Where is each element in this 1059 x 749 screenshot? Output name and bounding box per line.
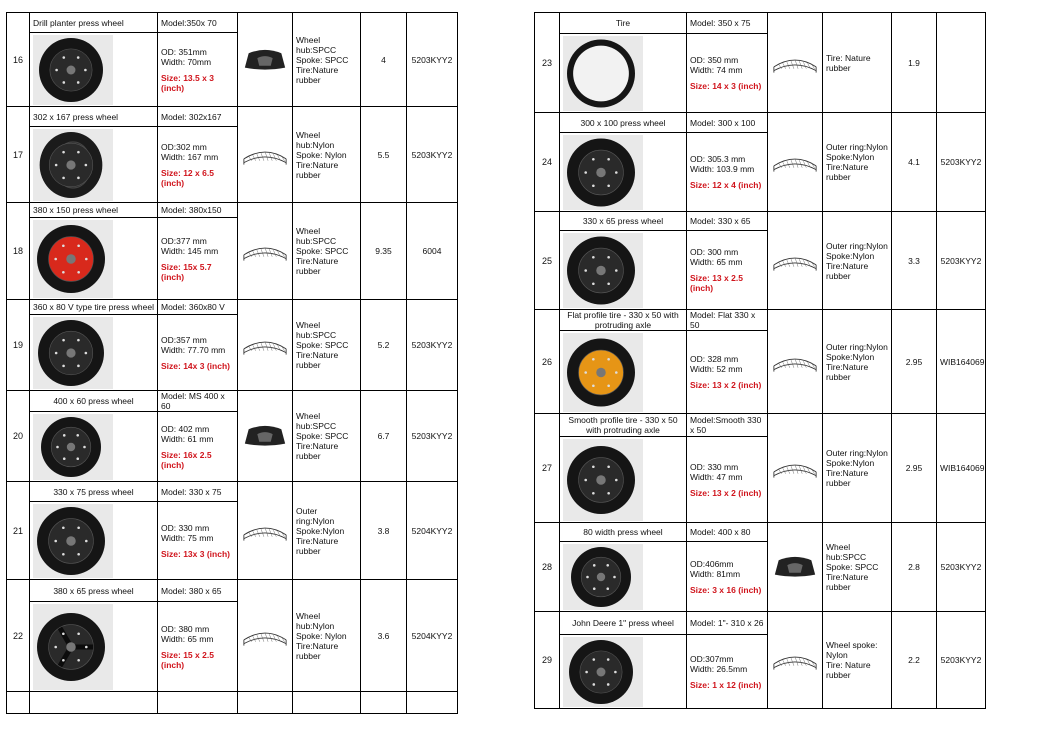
item-weight: 5.5 [361,107,407,203]
item-material [293,391,361,482]
item-number: 29 [535,612,560,709]
item-number: 18 [7,203,30,300]
item-model: Model: 380 x 65 [158,580,238,602]
item-material [823,13,892,113]
size-inch: Size: 13 x 2.5 (inch) [690,273,743,293]
material-line: Spoke:Nylon [826,351,875,362]
section-drawing-cell [238,391,293,482]
item-dimensions [158,33,238,107]
item-material [293,482,361,580]
item-dimensions [158,315,238,391]
item-title: 400 x 60 press wheel [30,391,158,412]
spec-table-left [6,12,458,714]
item-photo-cell [30,127,158,203]
size-inch: Size: 3 x 16 (inch) [690,584,762,595]
item-title: Flat profile tire - 330 x 50 with protruding axle [560,310,687,331]
item-bearing: 5204KYY2 [407,580,458,692]
profile-sketch-icon [771,452,819,484]
yellow-hub-wheel-icon [563,333,683,412]
item-photo-cell [560,437,687,523]
item-number: 28 [535,523,560,612]
item-material [293,580,361,692]
size-inch: Size: 15 x 2.5 (inch) [161,649,214,670]
section-drawing-cell [768,212,823,310]
item-material [823,310,892,414]
item-weight: 2.8 [892,523,937,612]
item-material [823,612,892,709]
item-title: 80 width press wheel [560,523,687,542]
outer-diameter: OD: 330 mm [161,522,210,533]
section-drawing-cell [238,203,293,300]
three-spoke-wheel-icon [33,604,154,690]
item-material [823,523,892,612]
size-inch: Size: 12 x 6.5 (inch) [161,167,214,188]
empty-cell [158,692,238,714]
item-dimensions [687,635,768,709]
item-bearing: 5204KYY2 [407,482,458,580]
item-weight: 2.95 [892,414,937,523]
item-model: Model: 360x80 V [158,300,238,315]
outer-diameter: OD: 330 mm [690,461,739,472]
section-drawing-cell [238,580,293,692]
material-line: Spoke:Nylon [826,152,875,162]
size-inch: Size: 13 x 2 (inch) [690,380,762,390]
item-title: Drill planter press wheel [30,13,158,33]
material-line: Spoke: Nylon [296,630,347,641]
material-line: Tire: Nature [826,660,871,670]
spec-table-right [534,12,986,709]
hub-section-icon [241,44,289,76]
item-photo-cell [30,33,158,107]
item-model: Model: Flat 330 x 50 [687,310,768,331]
outer-diameter: OD:302 mm [161,141,207,152]
item-weight: 9.35 [361,203,407,300]
material-line: Tire:Nature rubber [826,468,869,488]
black-wheel-icon [563,637,683,707]
material-line: Outer ring:Nylon [296,505,335,526]
material-line: Wheel hub:SPCC [296,226,337,246]
width-value: Width: 81mm [690,568,741,579]
profile-sketch-icon [771,146,819,178]
item-dimensions [687,34,768,113]
material-line: Spoke: SPCC [826,562,879,572]
profile-sketch-icon [771,644,819,676]
material-line: Tire:Nature rubber [296,64,339,85]
item-weight: 3.6 [361,580,407,692]
outer-diameter: OD: 350 mm [690,55,739,65]
item-bearing: WIB164069 [937,414,986,523]
material-line: rubber [826,670,851,680]
item-photo-cell [30,502,158,580]
item-model: Model: MS 400 x 60 [158,391,238,412]
item-photo-cell [30,315,158,391]
item-model: Model: 302x167 [158,107,238,127]
item-dimensions [687,331,768,414]
material-line: Spoke: SPCC [296,54,349,65]
outer-diameter: OD: 300 mm [690,247,739,257]
material-line: Tire:Nature rubber [826,572,869,592]
item-bearing: 5203KYY2 [937,612,986,709]
width-value: Width: 61 mm [161,433,214,444]
item-photo-cell [30,218,158,300]
black-wheel-icon [33,317,154,389]
item-weight: 3.3 [892,212,937,310]
material-line: Wheel hub:SPCC [296,411,337,431]
section-drawing-cell [238,107,293,203]
outer-diameter: OD:357 mm [161,334,207,345]
item-bearing: 5203KYY2 [937,523,986,612]
item-material [293,13,361,107]
item-material [823,414,892,523]
item-model: Model: 330 x 75 [158,482,238,502]
material-line: Tire:Nature rubber [296,350,339,370]
item-weight: 3.8 [361,482,407,580]
item-dimensions [158,502,238,580]
outer-diameter: OD: 402 mm [161,423,210,434]
material-line: Spoke: SPCC [296,431,349,441]
item-number: 24 [535,113,560,212]
item-bearing: 5203KYY2 [937,212,986,310]
material-line: Outer ring:Nylon [826,142,888,152]
item-number: 16 [7,13,30,107]
item-weight: 2.95 [892,310,937,414]
item-dimensions [158,602,238,692]
outer-diameter: OD:307mm [690,653,734,664]
item-bearing: 5203KYY2 [937,113,986,212]
material-line: Spoke: Nylon [296,149,347,160]
size-inch: Size: 13x 3 (inch) [161,548,230,559]
item-dimensions [158,127,238,203]
item-bearing: 5203KYY2 [407,300,458,391]
item-dimensions [687,542,768,612]
item-title: Tire [560,13,687,34]
item-photo-cell [560,231,687,310]
black-wheel-icon [563,135,683,210]
profile-sketch-icon [771,346,819,378]
item-number: 23 [535,13,560,113]
material-line: Tire:Nature rubber [826,260,869,281]
material-line: rubber [826,62,851,73]
item-dimensions [687,437,768,523]
profile-sketch-icon [241,235,289,267]
width-value: Width: 145 mm [161,245,219,256]
section-drawing-cell [238,300,293,391]
item-title: Smooth profile tire - 330 x 50 with protruding axle [560,414,687,437]
material-line: Nylon [826,650,848,660]
item-title: 360 x 80 V type tire press wheel [30,300,158,315]
black-wheel-icon [563,544,683,610]
item-model: Model: 1"- 310 x 26 [687,612,768,635]
item-material [823,212,892,310]
empty-cell [238,692,293,714]
section-drawing-cell [768,113,823,212]
profile-sketch-icon [241,515,289,547]
item-number: 22 [7,580,30,692]
size-inch: Size: 15x 5.7 (inch) [161,261,212,282]
item-material [823,113,892,212]
black-wheel-icon [33,35,154,105]
black-wheel-icon [33,414,154,480]
section-drawing-cell [768,13,823,113]
material-line: Tire:Nature rubber [296,441,339,461]
empty-cell [7,692,30,714]
item-bearing: WIB164069 [937,310,986,414]
width-value: Width: 47 mm [690,471,743,482]
section-drawing-cell [238,13,293,107]
section-drawing-cell [768,523,823,612]
item-number: 17 [7,107,30,203]
width-value: Width: 26.5mm [690,663,748,674]
item-dimensions [687,133,768,212]
material-line: Spoke: SPCC [296,340,349,350]
section-drawing-cell [238,482,293,580]
red-hub-wheel-icon [33,220,154,298]
empty-cell [361,692,407,714]
item-title: 302 x 167 press wheel [30,107,158,127]
item-model: Model: 350 x 75 [687,13,768,34]
outer-diameter: OD: 328 mm [690,354,739,364]
item-weight: 1.9 [892,13,937,113]
size-inch: Size: 14x 3 (inch) [161,360,230,371]
material-line: Wheel hub:SPCC [296,34,337,55]
empty-cell [30,692,158,714]
profile-sketch-icon [241,620,289,652]
material-line: Outer ring:Nylon [826,341,888,352]
item-title: John Deere 1" press wheel [560,612,687,635]
material-line: Spoke:Nylon [826,250,875,261]
black-wheel-icon [33,504,154,578]
material-line: Tire:Nature rubber [296,640,339,661]
material-line: Spoke:Nylon [826,458,875,468]
material-line: Outer ring:Nylon [826,448,888,458]
width-value: Width: 77.70 mm [161,344,226,355]
item-bearing: 5203KYY2 [407,13,458,107]
item-photo-cell [560,331,687,414]
width-value: Width: 52 mm [690,364,743,374]
width-value: Width: 167 mm [161,151,219,162]
item-title: 330 x 65 press wheel [560,212,687,231]
tire-icon [563,36,683,111]
item-weight: 6.7 [361,391,407,482]
item-number: 20 [7,391,30,482]
item-photo-cell [560,133,687,212]
empty-cell [407,692,458,714]
outer-diameter: OD: 305.3 mm [690,154,746,164]
hub-section-icon [771,551,819,583]
size-inch: Size: 1 x 12 (inch) [690,679,762,690]
item-bearing: 5203KYY2 [407,107,458,203]
item-model: Model: 330 x 65 [687,212,768,231]
item-number: 21 [7,482,30,580]
item-number: 26 [535,310,560,414]
material-line: Wheel hub:Nylon [296,129,335,150]
item-bearing: 5203KYY2 [407,391,458,482]
outer-diameter: OD: 351mm [161,46,207,57]
item-title: 300 x 100 press wheel [560,113,687,133]
item-weight: 2.2 [892,612,937,709]
outer-diameter: OD: 380 mm [161,623,210,634]
item-title: 330 x 75 press wheel [30,482,158,502]
item-photo-cell [560,542,687,612]
material-line: Outer ring:Nylon [826,240,888,251]
empty-cell [293,692,361,714]
material-line: Spoke:Nylon [296,525,345,536]
black-wheel-icon [563,233,683,308]
width-value: Width: 65 mm [690,257,743,267]
item-material [293,300,361,391]
material-line: Tire:Nature rubber [296,535,339,556]
item-photo-cell [30,412,158,482]
material-line: Tire:Nature rubber [296,159,339,180]
material-line: Wheel hub:SPCC [826,542,867,562]
hub-section-icon [241,420,289,452]
item-model: Model: 300 x 100 [687,113,768,133]
width-value: Width: 75 mm [161,532,214,543]
size-inch: Size: 13 x 2 (inch) [690,487,762,498]
item-photo-cell [560,34,687,113]
black-wheel-icon [563,439,683,521]
size-inch: Size: 13.5 x 3 (inch) [161,72,214,93]
section-drawing-cell [768,414,823,523]
section-drawing-cell [768,310,823,414]
size-inch: Size: 12 x 4 (inch) [690,180,762,190]
item-dimensions [158,218,238,300]
item-model: Model: 380x150 [158,203,238,218]
outer-diameter: OD:406mm [690,558,734,569]
size-inch: Size: 16x 2.5 (inch) [161,449,212,470]
item-material [293,203,361,300]
profile-sketch-icon [241,139,289,171]
material-line: Wheel hub:SPCC [296,320,337,340]
section-drawing-cell [768,612,823,709]
item-dimensions [687,231,768,310]
size-inch: Size: 14 x 3 (inch) [690,81,762,91]
width-value: Width: 70mm [161,56,212,67]
item-weight: 4.1 [892,113,937,212]
profile-sketch-icon [771,47,819,79]
item-title: 380 x 65 press wheel [30,580,158,602]
item-material [293,107,361,203]
item-model: Model:Smooth 330 x 50 [687,414,768,437]
item-photo-cell [30,602,158,692]
item-weight: 5.2 [361,300,407,391]
item-weight: 4 [361,13,407,107]
profile-sketch-icon [241,329,289,361]
outer-diameter: OD:377 mm [161,235,207,246]
item-photo-cell [560,635,687,709]
item-dimensions [158,412,238,482]
width-value: Width: 65 mm [161,633,214,644]
profile-sketch-icon [771,245,819,277]
item-bearing [937,13,986,113]
width-value: Width: 103.9 mm [690,164,755,174]
item-bearing: 6004 [407,203,458,300]
wide-wheel-icon [33,129,154,201]
item-number: 27 [535,414,560,523]
width-value: Width: 74 mm [690,65,743,75]
item-model: Model:350x 70 [158,13,238,33]
item-number: 25 [535,212,560,310]
material-line: Tire:Nature rubber [296,256,339,276]
material-line: Tire:Nature rubber [826,162,869,182]
material-line: Wheel spoke: [826,640,878,650]
material-line: Tire:Nature rubber [826,361,869,382]
item-title: 380 x 150 press wheel [30,203,158,218]
material-line: Tire: Nature [826,52,871,63]
item-model: Model: 400 x 80 [687,523,768,542]
material-line: Wheel hub:Nylon [296,610,335,631]
item-number: 19 [7,300,30,391]
empty-row [7,692,458,714]
material-line: Spoke: SPCC [296,246,349,256]
